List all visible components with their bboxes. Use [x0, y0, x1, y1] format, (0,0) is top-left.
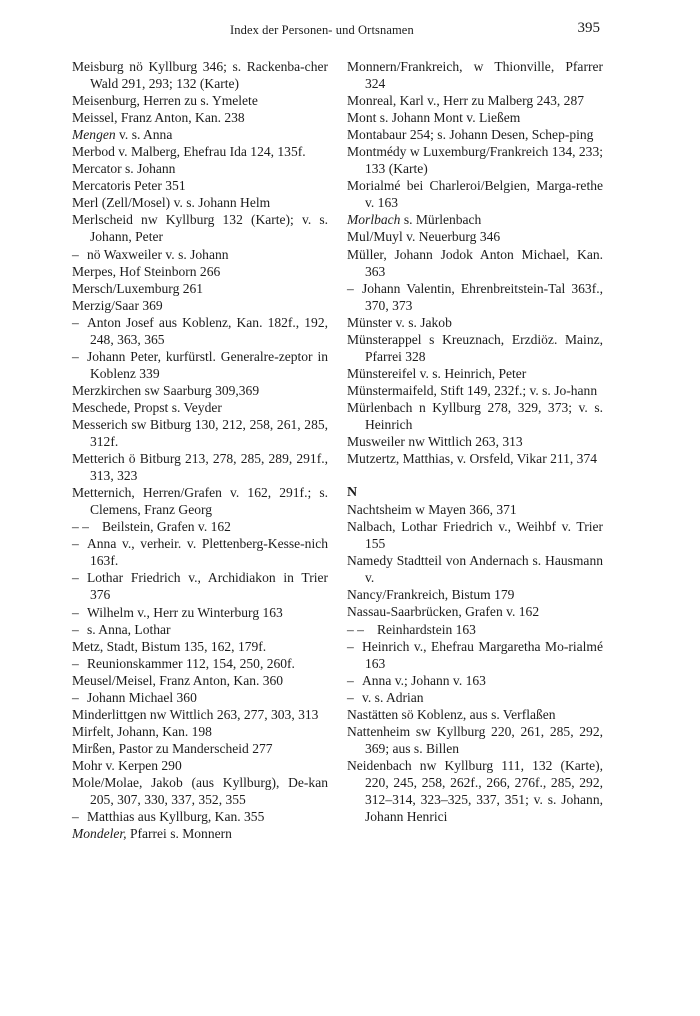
entry-text: Metternich, Herren/Grafen v. 162, 291f.; s. Clemens, Franz Georg: [72, 485, 328, 518]
index-entry: [72, 672, 328, 689]
index-entry: [347, 58, 603, 92]
entry-text: Morialmé bei Charleroi/Belgien, Marga-rethe v. 163: [347, 178, 603, 211]
index-entry: [72, 382, 328, 399]
entry-text: Münstereifel v. s. Heinrich, Peter: [347, 365, 527, 381]
entry-text: Minderlittgen nw Wittlich 263, 277, 303, 313: [72, 706, 319, 722]
index-entry: [72, 92, 328, 109]
entry-dash: –: [72, 348, 79, 364]
entry-dash: –: [72, 809, 79, 825]
entry-text: Merzig/Saar 369: [72, 297, 163, 313]
entry-text: Matthias aus Kyllburg, Kan. 355: [87, 809, 265, 825]
index-entry: [347, 126, 603, 143]
index-entry: [72, 126, 328, 143]
entry-text: Mutzertz, Matthias, v. Orsfeld, Vikar 211, 374: [347, 451, 598, 467]
entry-text: nö Waxweiler v. s. Johann: [87, 246, 229, 262]
entry-text: v. s. Anna: [115, 127, 173, 143]
index-entry: [347, 92, 603, 109]
entry-text: Merl (Zell/Mosel) v. s. Johann Helm: [72, 195, 271, 211]
entry-text: Nancy/Frankreich, Bistum 179: [347, 587, 515, 603]
index-entry: [72, 177, 328, 194]
index-entry: [347, 552, 603, 586]
entry-dash: –: [72, 314, 79, 330]
index-entry: [72, 143, 328, 160]
entry-text: Mul/Muyl v. Neuerburg 346: [347, 229, 501, 245]
entry-text: s. Mürlenbach: [400, 212, 482, 228]
entry-text: Musweiler nw Wittlich 263, 313: [347, 434, 523, 450]
entry-text: Messerich sw Bitburg 130, 212, 258, 261, 285, 312f.: [72, 416, 328, 450]
index-entry: [347, 331, 603, 365]
index-entry: [72, 280, 328, 297]
entry-text: Merbod v. Malberg, Ehefrau Ida 124, 135f.: [72, 144, 306, 160]
index-entry: [347, 382, 603, 399]
entry-text: Reunionskammer 112, 154, 250, 260f.: [87, 655, 295, 671]
index-subentry: [72, 246, 328, 263]
entry-text: Anna v., verheir. v. Plettenberg-Kesse-nich 163f.: [87, 536, 328, 569]
entry-dash: –: [72, 689, 79, 705]
index-entry: [72, 723, 328, 740]
index-subentry: [72, 314, 328, 348]
entry-text: Montabaur 254; s. Johann Desen, Schep-ping: [347, 127, 594, 143]
index-entry: [347, 109, 603, 126]
entry-text: Münster v. s. Jakob: [347, 314, 452, 330]
entry-text: Johann Peter, kurfürstl. Generalre-zeptor in Koblenz 339: [87, 348, 328, 381]
entry-text: Pfarrei s. Monnern: [126, 826, 232, 842]
index-entry: [347, 143, 603, 177]
entry-headword-italic: Morlbach: [347, 212, 401, 228]
entry-text: Metterich ö Bitburg 213, 278, 285, 289, 291f., 313, 323: [72, 451, 328, 484]
entry-text: Meusel/Meisel, Franz Anton, Kan. 360: [72, 672, 284, 688]
entry-dash: –: [72, 604, 79, 620]
entry-text: Meissel, Franz Anton, Kan. 238: [72, 110, 245, 126]
entry-text: Mercator s. Johann: [72, 161, 176, 177]
entry-text: Johann Michael 360: [87, 689, 197, 705]
entry-text: s. Anna, Lothar: [87, 621, 171, 637]
section-spacer: [347, 467, 603, 484]
entry-dash: – –: [347, 621, 364, 637]
index-subentry: [347, 621, 603, 638]
index-subentry: [347, 638, 603, 672]
index-entry: [72, 638, 328, 655]
entry-dash: –: [72, 246, 79, 262]
index-subentry: [72, 655, 328, 672]
index-subentry: [72, 808, 328, 825]
entry-text: Münsterappel s Kreuznach, Erzdiöz. Mainz, Pfarrei 328: [347, 331, 603, 364]
entry-text: Nachtsheim w Mayen 366, 371: [347, 502, 517, 518]
entry-dash: –: [72, 621, 79, 637]
entry-text: Mersch/Luxemburg 261: [72, 280, 204, 296]
index-subentry: [72, 604, 328, 621]
index-entry: [72, 740, 328, 757]
entry-text: Meisburg nö Kyllburg 346; s. Rackenba-cher Wald 291, 293; 132 (Karte): [72, 59, 328, 92]
index-entry: [72, 211, 328, 245]
index-entry: [72, 297, 328, 314]
entry-text: Anton Josef aus Koblenz, Kan. 182f., 192, 248, 363, 365: [87, 314, 328, 347]
index-subentry: [347, 280, 603, 314]
index-column-right: [347, 58, 603, 825]
index-entry: [347, 365, 603, 382]
index-subentry: [72, 348, 328, 382]
page-number: 395: [577, 20, 600, 36]
index-entry: [347, 757, 603, 825]
entry-text: Heinrich v., Ehefrau Margaretha Mo-rialmé 163: [362, 638, 603, 671]
entry-dash: –: [347, 638, 354, 654]
index-entry: [347, 433, 603, 450]
entry-text: Meisenburg, Herren zu s. Ymelete: [72, 93, 258, 109]
index-entry: [347, 399, 603, 433]
index-column-left: [72, 58, 328, 842]
index-entry: [347, 723, 603, 757]
entry-text: Johann Valentin, Ehrenbreitstein-Tal 363f., 370, 373: [362, 280, 603, 313]
index-entry: [347, 246, 603, 280]
index-entry: [72, 109, 328, 126]
index-subentry: [72, 518, 328, 535]
entry-text: Mont s. Johann Mont v. Ließem: [347, 110, 521, 126]
entry-dash: –: [347, 672, 354, 688]
entry-text: Wilhelm v., Herr zu Winterburg 163: [87, 604, 283, 620]
entry-text: Namedy Stadtteil von Andernach s. Hausmann v.: [347, 553, 603, 586]
index-entry: [72, 160, 328, 177]
entry-text: Lothar Friedrich v., Archidiakon in Trier 376: [87, 570, 328, 603]
entry-text: Mirßen, Pastor zu Manderscheid 277: [72, 740, 273, 756]
index-entry: [72, 774, 328, 808]
index-entry: [347, 211, 603, 228]
entry-text: Reinhardstein 163: [377, 621, 476, 637]
section-letter: N: [347, 485, 358, 501]
index-entry: [347, 228, 603, 245]
entry-text: Metz, Stadt, Bistum 135, 162, 179f.: [72, 638, 267, 654]
index-entry: [347, 450, 603, 467]
entry-text: Meschede, Propst s. Veyder: [72, 399, 222, 415]
entry-dash: –: [347, 280, 354, 296]
entry-text: Mirfelt, Johann, Kan. 198: [72, 723, 212, 739]
index-entry: [72, 484, 328, 518]
entry-dash: –: [72, 570, 79, 586]
running-title: Index der Personen- und Ortsnamen: [230, 23, 414, 37]
entry-text: Merlscheid nw Kyllburg 132 (Karte); v. s. Johann, Peter: [72, 212, 328, 245]
index-entry: [72, 416, 328, 450]
entry-text: Montmédy w Luxemburg/Frankreich 134, 233; 133 (Karte): [347, 144, 603, 177]
entry-text: Nattenheim sw Kyllburg 220, 261, 285, 292, 369; aus s. Billen: [347, 723, 603, 756]
entry-text: Mürlenbach n Kyllburg 278, 329, 373; v. s. Heinrich: [347, 399, 603, 432]
index-entry: [72, 399, 328, 416]
index-entry: [72, 825, 328, 842]
entry-text: Nastätten sö Koblenz, aus s. Verflaßen: [347, 706, 556, 722]
entry-text: Monreal, Karl v., Herr zu Malberg 243, 287: [347, 93, 585, 109]
entry-text: Nassau-Saarbrücken, Grafen v. 162: [347, 604, 540, 620]
index-entry: [347, 314, 603, 331]
index-subentry: [72, 569, 328, 603]
index-entry: [347, 177, 603, 211]
entry-headword-italic: Mondeler,: [72, 826, 127, 842]
index-entry: [72, 706, 328, 723]
index-entry: [72, 58, 328, 92]
index-subentry: [72, 535, 328, 569]
index-entry: [72, 757, 328, 774]
index-entry: [72, 194, 328, 211]
entry-text: Merpes, Hof Steinborn 266: [72, 263, 221, 279]
entry-text: Neidenbach nw Kyllburg 111, 132 (Karte), 220, 245, 258, 262f., 266, 276f., 285, 292, 312–314, 323–325, 337, 351; v. s. Johann, Johann Henrici: [347, 757, 603, 825]
index-entry: [72, 450, 328, 484]
entry-text: Beilstein, Grafen v. 162: [102, 519, 231, 535]
entry-dash: – –: [72, 519, 89, 535]
entry-dash: –: [72, 655, 79, 671]
entry-text: Mole/Molae, Jakob (aus Kyllburg), De-kan 205, 307, 330, 337, 352, 355: [72, 774, 328, 808]
entry-text: Merzkirchen sw Saarburg 309,369: [72, 382, 260, 398]
entry-text: Anna v.; Johann v. 163: [362, 672, 486, 688]
entry-text: Mohr v. Kerpen 290: [72, 757, 182, 773]
index-entry: [347, 586, 603, 603]
entry-text: v. s. Adrian: [362, 689, 424, 705]
entry-headword-italic: Mengen: [72, 127, 116, 143]
index-subentry: [347, 672, 603, 689]
index-entry: [347, 501, 603, 518]
index-subentry: [72, 621, 328, 638]
index-entry: [347, 603, 603, 620]
index-subentry: [347, 689, 603, 706]
entry-text: Nalbach, Lothar Friedrich v., Weihbf v. Trier 155: [347, 519, 603, 552]
running-head: [0, 20, 700, 42]
entry-dash: –: [72, 536, 79, 552]
entry-dash: –: [347, 689, 354, 705]
index-entry: [347, 706, 603, 723]
entry-text: Mercatoris Peter 351: [72, 178, 186, 194]
entry-text: Müller, Johann Jodok Anton Michael, Kan. 363: [347, 246, 603, 279]
index-entry: [347, 518, 603, 552]
index-entry: [72, 263, 328, 280]
index-subentry: [72, 689, 328, 706]
entry-text: Münstermaifeld, Stift 149, 232f.; v. s. Jo-hann: [347, 382, 598, 398]
entry-text: Monnern/Frankreich, w Thionville, Pfarrer 324: [347, 59, 603, 92]
